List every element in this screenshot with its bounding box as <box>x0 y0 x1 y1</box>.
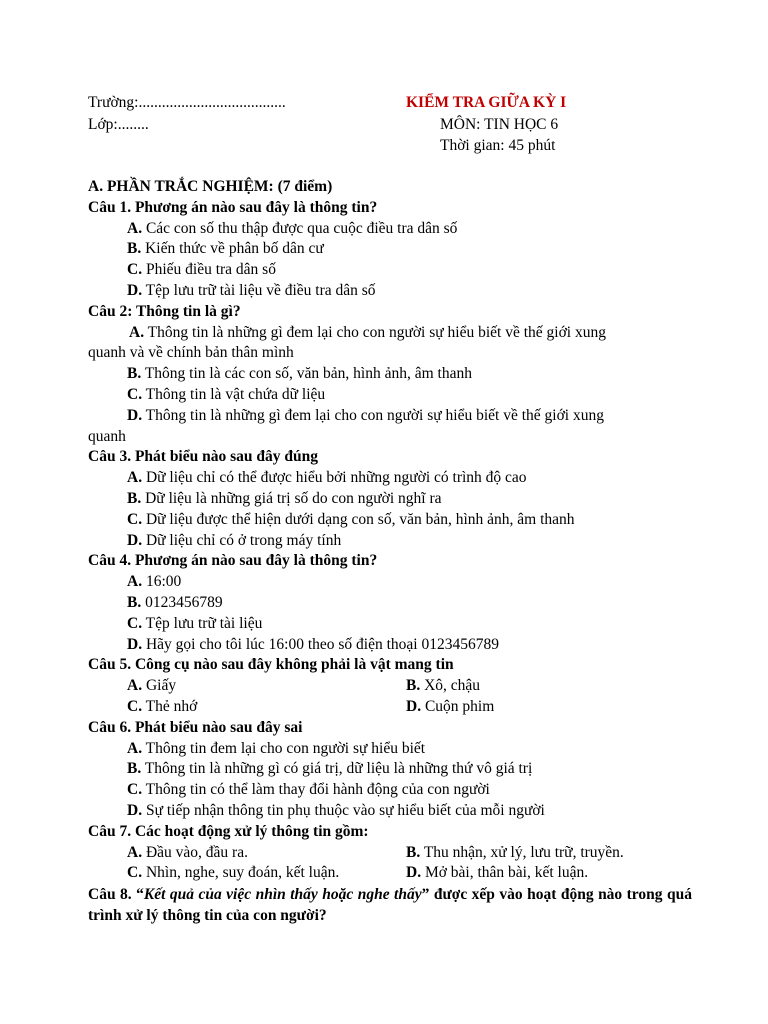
question-2-option-d: D. Thông tin là những gì đem lại cho con người sự hiểu biết về thế giới xung <box>127 406 604 424</box>
question-4-option-d: D. Hãy gọi cho tôi lúc 16:00 theo số điện thoại 0123456789 <box>127 635 499 653</box>
question-3-option-c: C. Dữ liệu được thể hiện dưới dạng con số, văn bản, hình ảnh, âm thanh <box>127 510 575 528</box>
question-4-title: Câu 4. Phương án nào sau đây là thông tin? <box>88 552 378 570</box>
question-1-option-a: A. Các con số thu thập được qua cuộc điều tra dân số <box>127 219 458 237</box>
question-4-option-b: B. 0123456789 <box>127 593 223 611</box>
school-field: Trường:...................................... <box>88 94 286 111</box>
question-5-option-a: A. Giấy <box>127 677 177 695</box>
question-1-option-d: D. Tệp lưu trữ tài liệu về điều tra dân số <box>127 281 376 299</box>
question-2-option-d-continued: quanh <box>88 427 126 445</box>
question-7-row-1 <box>88 843 692 864</box>
question-1-option-c: C. Phiếu điều tra dân số <box>127 261 276 279</box>
question-6-option-d: D. Sự tiếp nhận thông tin phụ thuộc vào sự hiểu biết của mỗi người <box>127 801 545 819</box>
question-2-option-a: A. Thông tin là những gì đem lại cho con người sự hiểu biết về thế giới xung <box>129 323 606 341</box>
section-heading: A. PHẦN TRẮC NGHIỆM: (7 điểm) <box>88 178 333 195</box>
question-7-option-d: D. Mở bài, thân bài, kết luận. <box>406 864 589 882</box>
question-8-title: Câu 8. “Kết quả của việc nhìn thấy hoặc nghe thấy” được xếp vào hoạt động nào trong quá trình xử lý thông tin của con người? <box>88 886 692 925</box>
question-3-title: Câu 3. Phát biểu nào sau đây đúng <box>88 448 318 466</box>
question-7-title: Câu 7. Các hoạt động xử lý thông tin gồm: <box>88 822 369 840</box>
question-1-option-b: B. Kiến thức về phân bố dân cư <box>127 240 324 258</box>
question-5-option-d: D. Cuộn phim <box>406 697 495 715</box>
question-5-row-2 <box>88 697 692 718</box>
question-7-row-2 <box>88 863 692 884</box>
question-5-option-c: C. Thẻ nhớ <box>127 697 198 715</box>
question-4-option-a: A. 16:00 <box>127 573 182 591</box>
subject-label: MÔN: TIN HỌC 6 <box>440 116 559 133</box>
exam-title: KIỂM TRA GIỮA KỲ I <box>406 94 567 111</box>
question-3-option-b: B. Dữ liệu là những giá trị số do con người nghĩ ra <box>127 489 442 507</box>
question-6-option-c: C. Thông tin có thể làm thay đổi hành động của con người <box>127 781 490 799</box>
question-2-option-b: B. Thông tin là các con số, văn bản, hình ảnh, âm thanh <box>127 365 472 383</box>
question-3-option-d: D. Dữ liệu chỉ có ở trong máy tính <box>127 531 342 549</box>
question-6-title: Câu 6. Phát biểu nào sau đây sai <box>88 718 303 736</box>
question-2-option-a-continued: quanh và về chính bản thân mình <box>88 344 294 362</box>
question-7-option-c: C. Nhìn, nghe, suy đoán, kết luận. <box>127 864 340 882</box>
question-7-option-a: A. Đầu vào, đầu ra. <box>127 843 248 861</box>
question-2-option-c: C. Thông tin là vật chứa dữ liệu <box>127 385 326 403</box>
exam-body <box>88 177 692 926</box>
question-2-title: Câu 2: Thông tin là gì? <box>88 302 241 320</box>
time-label: Thời gian: 45 phút <box>440 137 556 154</box>
question-5-row-1 <box>88 676 692 697</box>
question-6-option-a: A. Thông tin đem lại cho con người sự hiểu biết <box>127 739 426 757</box>
class-field: Lớp:........ <box>88 116 149 133</box>
question-5-title: Câu 5. Công cụ nào sau đây không phải là vật mang tin <box>88 656 454 674</box>
question-4-option-c: C. Tệp lưu trữ tài liệu <box>127 614 263 632</box>
question-1-title: Câu 1. Phương án nào sau đây là thông tin? <box>88 198 378 216</box>
question-7-option-b: B. Thu nhận, xử lý, lưu trữ, truyền. <box>406 843 624 861</box>
question-6-option-b: B. Thông tin là những gì có giá trị, dữ liệu là những thứ vô giá trị <box>127 760 533 778</box>
question-3-option-a: A. Dữ liệu chỉ có thể được hiểu bởi những người có trình độ cao <box>127 469 527 487</box>
question-5-option-b: B. Xô, chậu <box>406 677 481 695</box>
